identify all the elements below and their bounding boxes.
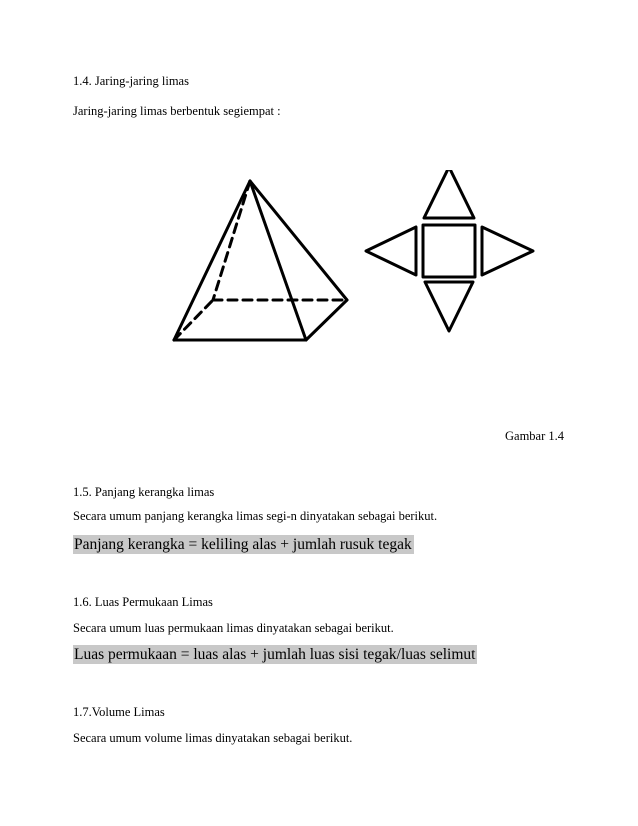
section-1-4-text: Jaring-jaring limas berbentuk segiempat : <box>73 104 281 118</box>
section-1-5-heading: 1.5. Panjang kerangka limas <box>73 485 215 499</box>
pyramid-net-drawing <box>366 170 533 331</box>
section-1-6-heading: 1.6. Luas Permukaan Limas <box>73 595 213 609</box>
section-1-7-heading: 1.7.Volume Limas <box>73 705 165 719</box>
section-1-7-text: Secara umum volume limas dinyatakan sebagai berikut. <box>73 731 353 745</box>
section-1-4-heading: 1.4. Jaring-jaring limas <box>73 74 189 88</box>
pyramid-drawing <box>174 181 347 340</box>
section-1-6-text: Secara umum luas permukaan limas dinyatakan sebagai berikut. <box>73 621 394 635</box>
section-1-5-formula: Panjang kerangka = keliling alas + jumlah rusuk tegak <box>74 536 412 553</box>
figure-caption: Gambar 1.4 <box>505 429 565 443</box>
figure-1-4 <box>160 170 540 355</box>
section-1-5-text: Secara umum panjang kerangka limas segi-n dinyatakan sebagai berikut. <box>73 509 438 523</box>
section-1-6-formula: Luas permukaan = luas alas + jumlah luas sisi tegak/luas selimut <box>74 646 476 663</box>
